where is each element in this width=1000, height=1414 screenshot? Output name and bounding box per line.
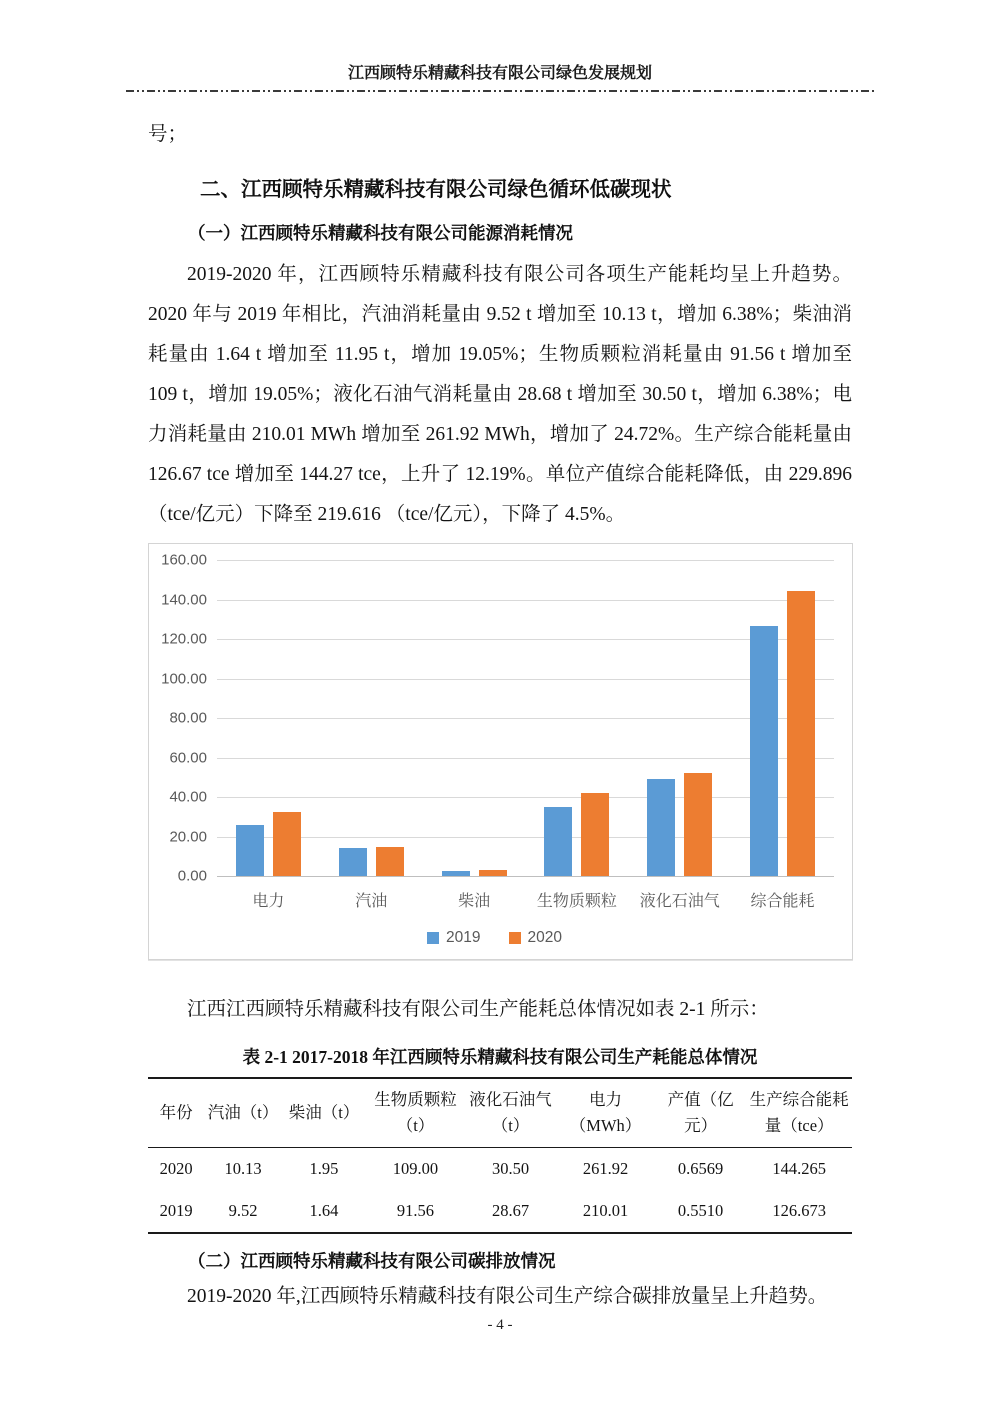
legend-item	[427, 929, 480, 947]
bar-2019	[339, 848, 367, 876]
legend-label: 2019	[446, 929, 481, 946]
x-axis-label: 液化石油气	[639, 893, 720, 910]
y-tick-label: 140.00	[161, 591, 207, 608]
bar-2020	[581, 793, 609, 876]
header-rule	[126, 90, 874, 92]
section-heading: 二、江西顾特乐精藏科技有限公司绿色循环低碳现状	[200, 179, 672, 201]
y-tick-label: 60.00	[169, 749, 207, 766]
chart-plot-area	[217, 560, 834, 876]
table-cell: 109.00	[392, 1159, 439, 1178]
x-axis-label: 汽油	[355, 893, 388, 910]
energy-table	[148, 1077, 852, 1234]
bar-2019	[647, 779, 675, 876]
table-cell: 1.64	[309, 1201, 339, 1220]
table-header-cell: 生产综合能耗量（tce）	[749, 1090, 849, 1135]
chart-plot-wrap	[217, 560, 834, 911]
table-body	[148, 1148, 852, 1234]
table-cell: 2020	[159, 1159, 193, 1178]
page-header-title: 江西顾特乐精藏科技有限公司绿色发展规划	[347, 65, 652, 82]
bar-group	[320, 560, 423, 876]
y-tick-label: 40.00	[169, 788, 207, 806]
table-cell: 0.5510	[677, 1201, 724, 1220]
bar-2019	[750, 626, 778, 876]
bar-2019	[236, 825, 264, 876]
paragraph-carbon-emission: 2019-2020 年,江西顾特乐精藏科技有限公司生产综合碳排放量呈上升趋势。	[187, 1286, 828, 1307]
table-cell: 9.52	[228, 1201, 258, 1220]
bar-2019	[442, 871, 470, 876]
x-axis-label: 柴油	[458, 893, 491, 910]
gridline	[217, 876, 834, 877]
table-row	[148, 1190, 852, 1233]
bar-2020	[376, 847, 404, 876]
table-row	[148, 1148, 852, 1191]
chart-x-axis	[217, 888, 834, 911]
bar-2020	[479, 870, 507, 876]
document-content	[148, 118, 852, 1317]
paragraph-fragment: 号；	[148, 124, 188, 145]
table-cell: 10.13	[224, 1159, 262, 1178]
table-head	[148, 1078, 852, 1148]
energy-bar-chart	[148, 543, 853, 960]
bar-2020	[787, 591, 815, 876]
table-cell: 30.50	[491, 1159, 530, 1178]
table-cell: 1.95	[309, 1159, 339, 1178]
bar-group	[217, 560, 320, 876]
legend-item	[509, 929, 562, 947]
legend-swatch-icon	[509, 932, 521, 944]
bar-2020	[273, 812, 301, 876]
paragraph-energy-consumption: 2019-2020 年，江西顾特乐精藏科技有限公司各项生产能耗均呈上升趋势。2020 年与 2019 年相比，汽油消耗量由 9.52 t 增加至 10.13 t，增加 6.38%；柴油消耗量由 1.64 t 增加至 11.95 t，增加 19.05%；生物质颗粒消耗量由 91.56 t 增加至 109 t，增加 19.05%；液化石油气消耗量由 28.68 t 增加至 30.50 t，增加 6.38%；电力消耗量由 210.01 MWh 增加至 261.92 MWh，增加了 24.72%。生产综合能耗量由 126.67 tce 增加至 144.27 tce，上升了 12.19%。单位产值综合能耗降低，由 229.896 （tce/亿元）下降至 219.616 （tce/亿元），下降了 4.5%。	[148, 264, 852, 525]
bar-2019	[544, 807, 572, 876]
subsection-heading-carbon: （二）江西顾特乐精藏科技有限公司碳排放情况	[188, 1251, 556, 1271]
table-caption: 表 2-1 2017-2018 年江西顾特乐精藏科技有限公司生产耗能总体情况	[242, 1047, 758, 1067]
table-header-cell: 生物质颗粒（t）	[374, 1090, 457, 1135]
table-header-cell: 年份	[159, 1103, 193, 1122]
y-tick-label: 100.00	[161, 670, 207, 687]
legend-swatch-icon	[427, 932, 439, 944]
chart-inner	[155, 551, 834, 911]
legend-label: 2020	[527, 929, 562, 946]
table-cell: 0.6569	[677, 1159, 724, 1178]
x-axis-label: 生物质颗粒	[536, 893, 617, 910]
table-header-cell: 汽油（t）	[207, 1103, 279, 1122]
page-header	[126, 60, 874, 90]
table-cell: 126.673	[772, 1201, 826, 1220]
bar-2020	[684, 773, 712, 876]
chart-y-axis	[155, 551, 217, 885]
table-cell: 28.67	[491, 1201, 530, 1220]
bar-group	[423, 560, 526, 876]
page-number: - 4 -	[487, 1317, 513, 1333]
table-cell: 210.01	[582, 1201, 629, 1220]
paragraph-table-intro: 江西江西顾特乐精藏科技有限公司生产能耗总体情况如表 2-1 所示：	[187, 999, 769, 1020]
table-cell: 91.56	[396, 1201, 435, 1220]
table-cell: 2019	[159, 1201, 193, 1220]
y-tick-label: 20.00	[169, 828, 207, 845]
table-header-cell: 电力（MWh）	[569, 1090, 642, 1135]
chart-bar-groups	[217, 560, 834, 876]
table-header-cell: 柴油（t）	[288, 1103, 360, 1122]
table-header-cell: 产值（亿元）	[667, 1090, 734, 1135]
table-cell: 144.265	[772, 1159, 826, 1178]
y-tick-label: 160.00	[161, 551, 207, 569]
x-axis-label: 电力	[252, 893, 285, 910]
subsection-heading-energy: （一）江西顾特乐精藏科技有限公司能源消耗情况	[188, 223, 573, 243]
bar-group	[525, 560, 628, 876]
table-header-row	[148, 1078, 852, 1148]
bar-group	[731, 560, 834, 876]
y-tick-label: 0.00	[177, 867, 207, 885]
chart-legend	[155, 929, 834, 947]
bar-group	[628, 560, 731, 876]
table-cell: 261.92	[582, 1159, 629, 1178]
y-tick-label: 120.00	[161, 630, 207, 648]
x-axis-label: 综合能耗	[750, 893, 815, 910]
y-tick-label: 80.00	[169, 709, 207, 727]
table-header-cell: 液化石油气（t）	[469, 1090, 552, 1135]
